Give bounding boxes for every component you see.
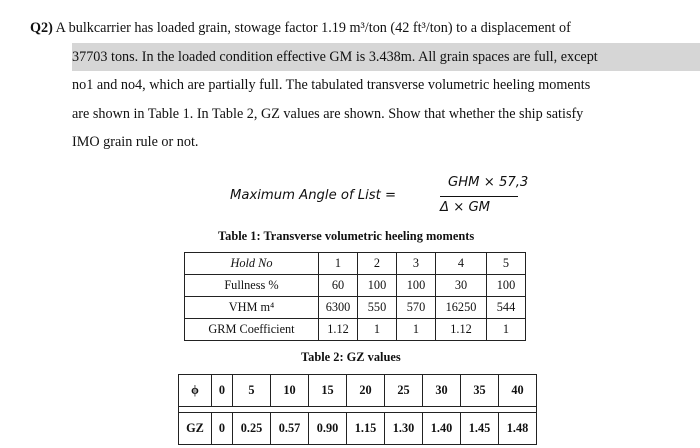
table-cell: 5 — [487, 253, 526, 275]
row-label: GRM Coefficient — [185, 319, 319, 341]
table-cell: 100 — [358, 275, 397, 297]
question-text — [30, 14, 678, 157]
gz-label: GZ — [179, 413, 212, 445]
table-cell: 1 — [397, 319, 436, 341]
question-line-4: are shown in Table 1. In Table 2, GZ values are shown. Show that whether the ship satisfy — [72, 105, 584, 122]
question-line-2 — [30, 43, 678, 72]
table-cell: 40 — [499, 375, 537, 407]
row-label: Fullness % — [185, 275, 319, 297]
table-cell: 544 — [487, 297, 526, 319]
table-cell: 5 — [233, 375, 271, 407]
heeling-moments-table — [184, 252, 526, 341]
table-cell: 1.15 — [347, 413, 385, 445]
table2-caption: Table 2: GZ values — [301, 350, 401, 364]
table-cell: 0 — [212, 413, 233, 445]
formula-lhs: Maximum Angle of List = — [230, 188, 397, 203]
table-cell: 20 — [347, 375, 385, 407]
question-line-3: no1 and no4, which are partially full. The tabulated transverse volumetric heeling moments — [72, 77, 591, 93]
table-cell: 35 — [461, 375, 499, 407]
question-line-1: Q2) A bulkcarrier has loaded grain, stowage factor 1.19 m³/ton (42 ft³/ton) to a displacement of — [30, 20, 571, 36]
table-row — [179, 413, 537, 445]
table-cell: 0 — [212, 375, 233, 407]
table-cell: 1.45 — [461, 413, 499, 445]
table-cell: 1 — [358, 319, 397, 341]
table1-caption: Table 1: Transverse volumetric heeling moments — [218, 229, 475, 243]
formula-denominator: Δ × GM — [440, 200, 491, 215]
table-row — [179, 375, 537, 407]
table-cell: 0.57 — [271, 413, 309, 445]
table-cell: 0.90 — [309, 413, 347, 445]
table-cell: 4 — [436, 253, 487, 275]
table-cell: 1.40 — [423, 413, 461, 445]
table-cell: 1.12 — [319, 319, 358, 341]
table-cell: 1.30 — [385, 413, 423, 445]
table-cell: 1.12 — [436, 319, 487, 341]
table-cell: 1 — [487, 319, 526, 341]
table-cell: 3 — [397, 253, 436, 275]
table-row — [185, 319, 526, 341]
fraction-bar — [440, 196, 518, 197]
table-cell: 550 — [358, 297, 397, 319]
table-cell: 100 — [487, 275, 526, 297]
formula-numerator: GHM × 57,3 — [448, 175, 529, 190]
table-cell: 30 — [436, 275, 487, 297]
row-label: VHM m⁴ — [185, 297, 319, 319]
table-cell: 570 — [397, 297, 436, 319]
table-cell: 6300 — [319, 297, 358, 319]
table-cell: 15 — [309, 375, 347, 407]
table-cell: 2 — [358, 253, 397, 275]
table-cell: 0.25 — [233, 413, 271, 445]
question-line-5: IMO grain rule or not. — [72, 134, 199, 150]
table-cell: 60 — [319, 275, 358, 297]
phi-symbol: ϕ — [179, 375, 212, 407]
table-row — [185, 253, 526, 275]
table-row — [185, 297, 526, 319]
table-cell: 100 — [397, 275, 436, 297]
table-cell: 1 — [319, 253, 358, 275]
table-cell: 1.48 — [499, 413, 537, 445]
table-cell: 10 — [271, 375, 309, 407]
max-angle-formula — [230, 172, 530, 220]
table-cell: 30 — [423, 375, 461, 407]
table-row — [185, 275, 526, 297]
gz-values-table — [178, 374, 537, 445]
table-cell: 16250 — [436, 297, 487, 319]
highlighted-text: 37703 tons. In the loaded condition effective GM is 3.438m. All grain spaces are full, except — [72, 43, 700, 72]
row-label: Hold No — [185, 253, 319, 275]
question-number: Q2) — [30, 20, 53, 36]
table-cell: 25 — [385, 375, 423, 407]
